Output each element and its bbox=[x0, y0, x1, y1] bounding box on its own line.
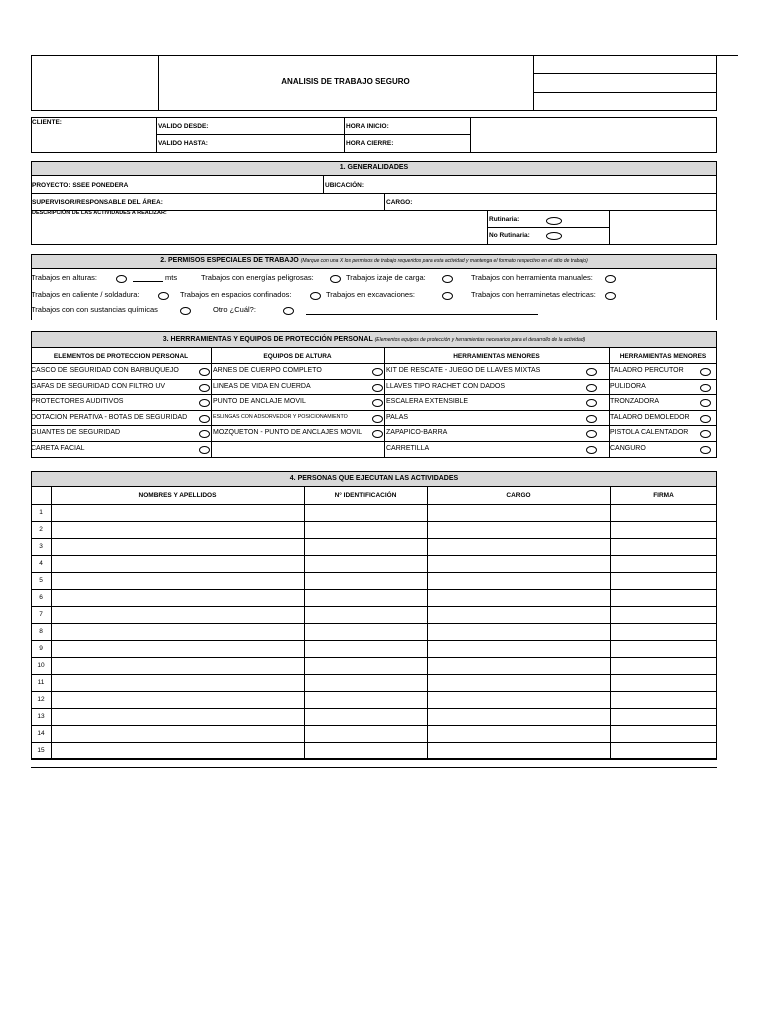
permiso-herr-manuales-radio[interactable] bbox=[605, 275, 616, 283]
rutinaria-label: Rutinaria: bbox=[489, 216, 520, 223]
person-row-number: 7 bbox=[39, 611, 43, 618]
tool-epp-label: PROTECTORES AUDITIVOS bbox=[31, 398, 124, 405]
section-permisos bbox=[31, 254, 717, 269]
person-row[interactable] bbox=[52, 590, 716, 605]
person-row-number: 11 bbox=[37, 679, 45, 686]
tools-row-divider bbox=[31, 379, 717, 380]
tool-menores-label: ESCALERA EXTENSIBLE bbox=[386, 398, 469, 405]
person-row-number: 4 bbox=[39, 560, 43, 567]
descripcion-label: DESCRIPCIÓN DE LAS ACTIVIDADES A REALIZAR: bbox=[32, 210, 167, 216]
no-rutinaria-radio[interactable] bbox=[546, 232, 562, 240]
permiso-izaje-label: Trabajos izaje de carga: bbox=[346, 273, 426, 282]
herramientas-header-menores-2: HERRAMIENTAS MENORES bbox=[619, 353, 707, 360]
tools-row-divider bbox=[31, 410, 717, 411]
no-rutinaria-label: No Rutinaria: bbox=[489, 232, 530, 239]
ubicacion-label: UBICACIÓN: bbox=[325, 182, 364, 189]
rutinaria-radio[interactable] bbox=[546, 217, 562, 225]
person-row[interactable] bbox=[52, 607, 716, 622]
tool-menores-label: PALAS bbox=[386, 413, 409, 421]
person-row[interactable] bbox=[52, 624, 716, 639]
permisos-note: (Marque con una X los permisos de trabajo requeridos para esta actividad y mantenga el formato respectivo en el sitio de trabajo) bbox=[300, 258, 588, 264]
permiso-izaje-radio[interactable] bbox=[442, 275, 453, 283]
tool-menores-b-radio[interactable] bbox=[700, 430, 711, 438]
permiso-energias-label: Trabajos con energías peligrosas: bbox=[201, 273, 314, 282]
valido-desde-label: VALIDO DESDE: bbox=[158, 123, 209, 130]
tool-epp-label: GUANTES DE SEGURIDAD bbox=[31, 429, 121, 436]
person-row[interactable] bbox=[52, 641, 716, 656]
otro-cual-line[interactable] bbox=[306, 314, 538, 315]
tool-altura-label: MOZQUETON - PUNTO DE ANCLAJES MOVIL bbox=[213, 429, 363, 436]
permiso-quimicas-radio[interactable] bbox=[180, 307, 191, 315]
hora-cierre-label: HORA CIERRE: bbox=[346, 140, 394, 147]
tool-menores-label: ZAPAPICO-BARRA bbox=[386, 429, 448, 436]
permiso-caliente-label: Trabajos en caliente / soldadura: bbox=[31, 290, 140, 299]
tool-altura-radio[interactable] bbox=[372, 415, 383, 423]
personas-header-nombres: NOMBRES Y APELLIDOS bbox=[138, 492, 217, 499]
tool-epp-label: CARETA FACIAL bbox=[31, 444, 85, 452]
tool-altura-label: ARNES DE CUERPO COMPLETO bbox=[213, 367, 322, 374]
section-herramientas bbox=[31, 331, 717, 348]
tool-altura-radio[interactable] bbox=[372, 368, 383, 376]
cliente-label: CLIENTE: bbox=[32, 119, 62, 126]
herramientas-note: (Elementos equipos de protección y herramientas necesarios para el desarrollo de la actividad) bbox=[374, 337, 586, 343]
tool-menores-radio[interactable] bbox=[586, 446, 597, 454]
tool-epp-label: DOTACION PERATIVA - BOTAS DE SEGURIDAD bbox=[31, 413, 188, 421]
person-row-number: 15 bbox=[37, 747, 45, 754]
person-row-number: 9 bbox=[39, 645, 43, 652]
tool-menores-b-radio[interactable] bbox=[700, 415, 711, 423]
permiso-herr-electricas-label: Trabajos con herraminetas electricas: bbox=[471, 290, 596, 299]
tool-menores-radio[interactable] bbox=[586, 415, 597, 423]
permiso-excavaciones-radio[interactable] bbox=[442, 292, 453, 300]
tool-menores-label: KIT DE RESCATE - JUEGO DE LLAVES MIXTAS bbox=[386, 367, 541, 374]
tool-menores-b-label: TALADRO DEMOLEDOR bbox=[610, 413, 690, 421]
person-row-number: 12 bbox=[37, 696, 45, 703]
proyecto-label: PROYECTO: SSEE PONEDERA bbox=[32, 182, 129, 189]
tool-menores-b-label: CANGURO bbox=[610, 444, 646, 452]
tool-altura-radio[interactable] bbox=[372, 430, 383, 438]
permiso-herr-electricas-radio[interactable] bbox=[605, 292, 616, 300]
tool-epp-radio[interactable] bbox=[199, 399, 210, 407]
tool-epp-radio[interactable] bbox=[199, 384, 210, 392]
person-row-number: 14 bbox=[37, 730, 45, 737]
tool-altura-radio[interactable] bbox=[372, 384, 383, 392]
person-row-number: 3 bbox=[39, 543, 43, 550]
person-row-number: 13 bbox=[37, 713, 45, 720]
person-row[interactable] bbox=[52, 658, 716, 673]
person-row-number: 10 bbox=[37, 662, 45, 669]
tool-menores-radio[interactable] bbox=[586, 399, 597, 407]
tool-menores-b-label: TRONZADORA bbox=[610, 398, 659, 405]
tool-epp-radio[interactable] bbox=[199, 368, 210, 376]
bottom-rule bbox=[31, 767, 717, 768]
person-row-number: 5 bbox=[39, 577, 43, 584]
tool-menores-b-label: TALADRO PERCUTOR bbox=[610, 367, 684, 374]
permiso-otro-radio[interactable] bbox=[283, 307, 294, 315]
herramientas-title: 3. HERRRAMIENTAS Y EQUIPOS DE PROTECCIÓN PERSONAL bbox=[162, 336, 373, 343]
tool-epp-radio[interactable] bbox=[199, 446, 210, 454]
cargo-label: CARGO: bbox=[386, 199, 413, 206]
permiso-confinados-radio[interactable] bbox=[310, 292, 321, 300]
person-row[interactable] bbox=[52, 539, 716, 554]
permiso-confinados-label: Trabajos en espacios confinados: bbox=[180, 290, 292, 299]
personas-header-identificacion: N° IDENTIFICACIÓN bbox=[334, 492, 397, 499]
tool-menores-b-label: PISTOLA CALENTADOR bbox=[610, 429, 689, 436]
tool-epp-radio[interactable] bbox=[199, 415, 210, 423]
person-row[interactable] bbox=[52, 692, 716, 707]
tool-altura-label: LINEAS DE VIDA EN CUERDA bbox=[213, 382, 311, 390]
person-row[interactable] bbox=[52, 726, 716, 741]
person-row-number: 1 bbox=[39, 509, 43, 516]
herramientas-header-epp: ELEMENTOS DE PROTECCION PERSONAL bbox=[53, 353, 189, 360]
permiso-caliente-radio[interactable] bbox=[158, 292, 169, 300]
mts-label: mts bbox=[165, 273, 178, 282]
tool-menores-label: CARRETILLA bbox=[386, 444, 430, 452]
tool-epp-label: CASCO DE SEGURIDAD CON BARBUQUEJO bbox=[31, 367, 179, 374]
person-row[interactable] bbox=[52, 556, 716, 571]
tool-menores-b-radio[interactable] bbox=[700, 368, 711, 376]
tool-altura-radio[interactable] bbox=[372, 399, 383, 407]
permiso-alturas-radio[interactable] bbox=[116, 275, 127, 283]
tool-altura-label: PUNTO DE ANCLAJE MOVIL bbox=[213, 398, 306, 405]
tool-menores-b-radio[interactable] bbox=[700, 446, 711, 454]
person-row-number: 6 bbox=[39, 594, 43, 601]
section-personas: 4. PERSONAS QUE EJECUTAN LAS ACTIVIDADES bbox=[31, 471, 717, 487]
valido-hasta-label: VALIDO HASTA: bbox=[158, 140, 208, 147]
permiso-alturas-label: Trabajos en alturas: bbox=[31, 273, 98, 282]
tool-menores-b-radio[interactable] bbox=[700, 399, 711, 407]
person-row-divider bbox=[31, 759, 717, 760]
person-row[interactable] bbox=[52, 505, 716, 520]
permiso-quimicas-label: Trabajos con con sustancias químicas bbox=[31, 305, 158, 314]
permiso-excavaciones-label: Trabajos en excavaciones: bbox=[326, 290, 415, 299]
person-row[interactable] bbox=[52, 573, 716, 588]
hora-inicio-label: HORA INICIO: bbox=[346, 123, 389, 130]
person-row-number: 2 bbox=[39, 526, 43, 533]
herramientas-header-altura: EQUIPOS DE ALTURA bbox=[263, 353, 332, 360]
tool-epp-radio[interactable] bbox=[199, 430, 210, 438]
permiso-energias-radio[interactable] bbox=[330, 275, 341, 283]
person-row-number: 8 bbox=[39, 628, 43, 635]
personas-header-firma: FIRMA bbox=[653, 492, 674, 499]
tool-menores-b-label: PULIDORA bbox=[610, 382, 646, 390]
tool-epp-label: GAFAS DE SEGURIDAD CON FILTRO UV bbox=[31, 382, 166, 390]
personas-header-cargo: CARGO bbox=[506, 492, 531, 499]
permiso-herr-manuales-label: Trabajos con herramienta manuales: bbox=[471, 273, 593, 282]
person-row[interactable] bbox=[52, 743, 716, 758]
tool-menores-radio[interactable] bbox=[586, 430, 597, 438]
tool-menores-radio[interactable] bbox=[586, 384, 597, 392]
section-generalidades: 1. GENERALIDADES bbox=[31, 161, 717, 176]
person-row[interactable] bbox=[52, 675, 716, 690]
tool-altura-label: ESLINGAS CON ADSORVEDOR Y POSICIONAMIENTO bbox=[213, 413, 348, 420]
permiso-otro-label: Otro ¿Cuál?: bbox=[213, 305, 256, 314]
permisos-title: 2. PERMISOS ESPECIALES DE TRABAJO bbox=[160, 257, 299, 264]
tool-menores-label: LLAVES TIPO RACHET CON DADOS bbox=[386, 382, 506, 390]
supervisor-label: SUPERVISOR/RESPONSABLE DEL ÁREA: bbox=[32, 199, 163, 206]
tool-menores-radio[interactable] bbox=[586, 368, 597, 376]
alturas-mts-line[interactable] bbox=[133, 281, 163, 282]
person-row[interactable] bbox=[52, 709, 716, 724]
tool-menores-b-radio[interactable] bbox=[700, 384, 711, 392]
person-row[interactable] bbox=[52, 522, 716, 537]
tools-row-divider bbox=[31, 441, 717, 442]
tools-row-divider bbox=[31, 425, 717, 426]
herramientas-header-menores-1: HERRAMIENTAS MENORES bbox=[453, 353, 540, 360]
tools-row-divider bbox=[31, 394, 717, 395]
page-title: ANALISIS DE TRABAJO SEGURO bbox=[281, 77, 410, 86]
